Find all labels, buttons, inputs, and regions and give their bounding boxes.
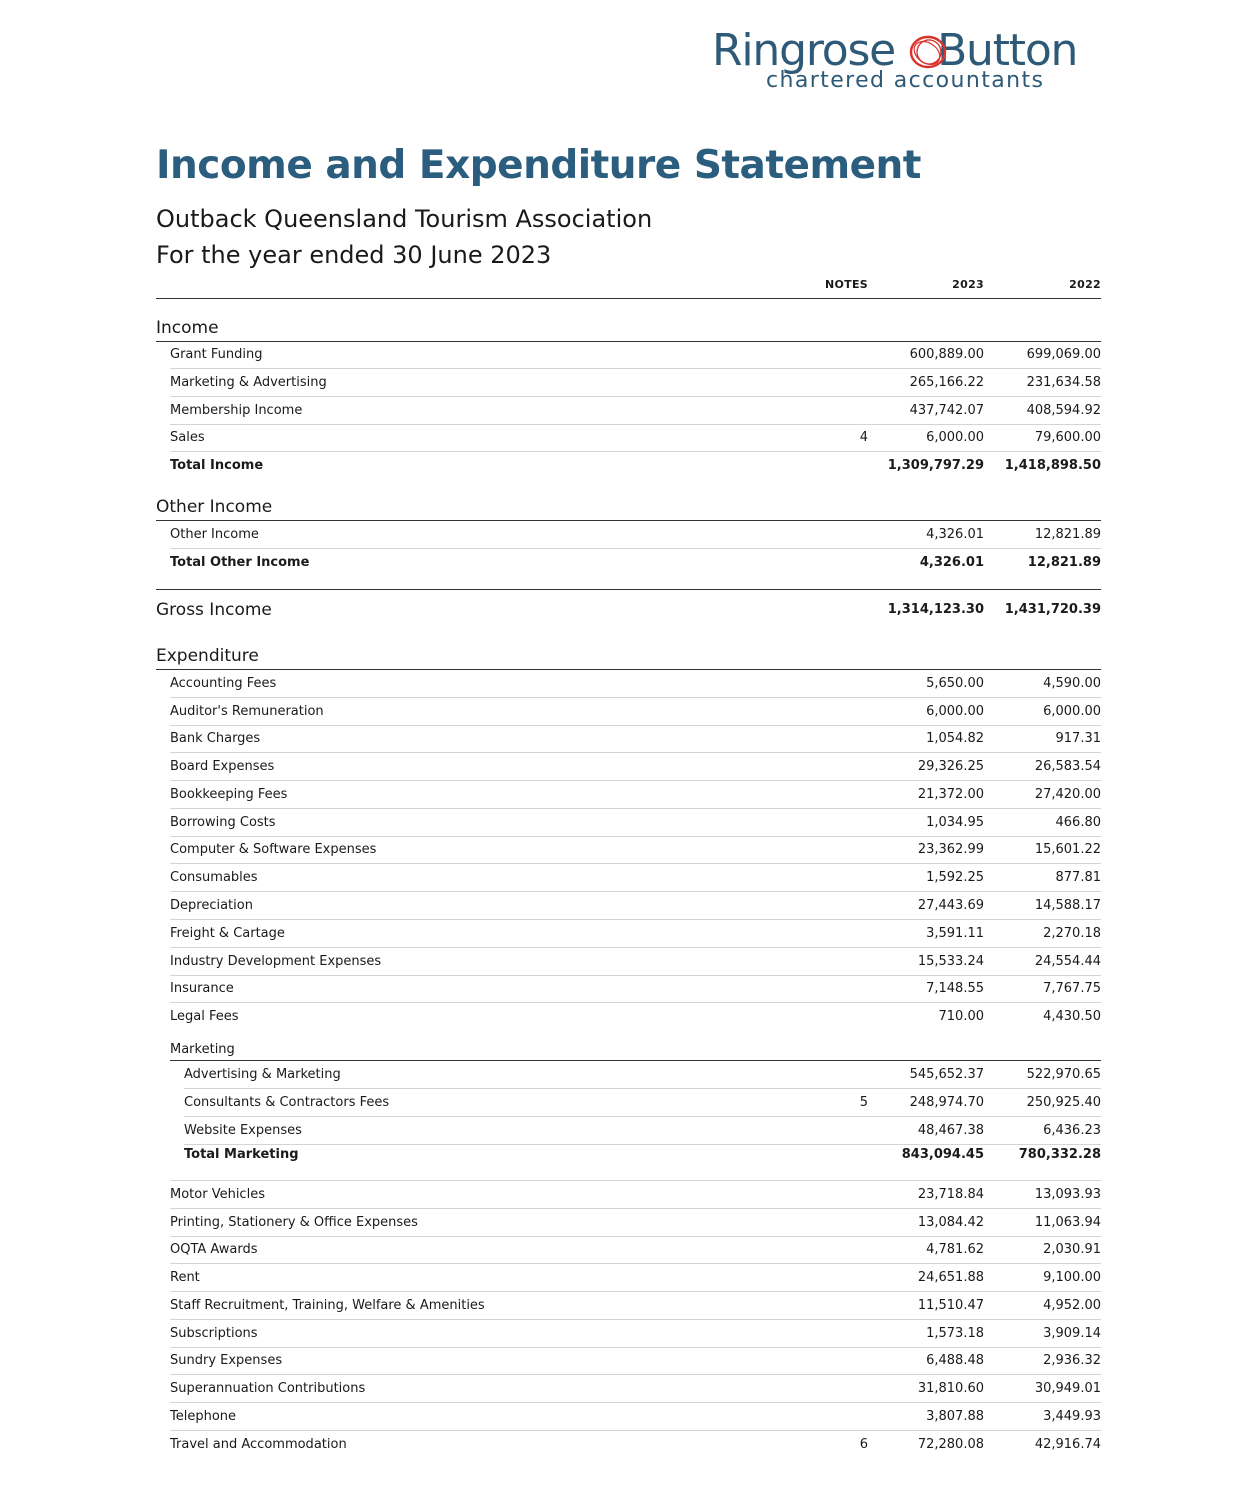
row-value-2022: 3,449.93 [1043, 1409, 1101, 1424]
row-value-2022: 4,430.50 [1043, 1009, 1101, 1024]
total-value-2023: 4,326.01 [919, 555, 984, 570]
table-row [170, 369, 1101, 397]
table-row [170, 781, 1101, 809]
row-label: Legal Fees [170, 1009, 239, 1024]
row-value-2022: 12,821.89 [1034, 527, 1101, 542]
table-row [170, 424, 1101, 452]
row-value-2022: 15,601.22 [1034, 842, 1101, 857]
row-value-2023: 6,000.00 [926, 704, 984, 719]
row-value-2022: 14,588.17 [1034, 898, 1101, 913]
row-note: 6 [859, 1437, 868, 1452]
row-value-2022: 42,916.74 [1034, 1437, 1101, 1452]
gross-income-2022: 1,431,720.39 [1004, 602, 1101, 617]
subsection-title-marketing: Marketing [170, 1041, 1101, 1061]
gross-income-label: Gross Income [156, 600, 272, 620]
table-row [170, 670, 1101, 698]
total-value-2023: 1,309,797.29 [887, 458, 984, 473]
row-value-2023: 1,054.82 [926, 731, 984, 746]
row-value-2022: 11,063.94 [1034, 1215, 1101, 1230]
logo-left-word: Ringrose [712, 25, 896, 76]
table-row [170, 1375, 1101, 1403]
row-value-2023: 13,084.42 [917, 1215, 984, 1230]
row-label: Board Expenses [170, 759, 275, 774]
total-row-other-income [170, 549, 1101, 577]
row-label: Telephone [170, 1409, 237, 1424]
row-value-2022: 2,936.32 [1043, 1353, 1101, 1368]
header-divider [156, 298, 1101, 299]
row-value-2022: 6,000.00 [1043, 704, 1101, 719]
row-value-2022: 699,069.00 [1026, 347, 1101, 362]
row-value-2022: 26,583.54 [1034, 759, 1101, 774]
row-value-2022: 231,634.58 [1026, 375, 1101, 390]
row-value-2022: 2,030.91 [1043, 1242, 1101, 1257]
column-header-notes: NOTES [825, 278, 868, 291]
row-label: Marketing & Advertising [170, 375, 327, 390]
row-label: Computer & Software Expenses [170, 842, 377, 857]
row-value-2023: 48,467.38 [917, 1123, 984, 1138]
row-label: Travel and Accommodation [170, 1437, 347, 1452]
row-value-2023: 15,533.24 [917, 954, 984, 969]
logo-ring-icon [908, 32, 948, 72]
logo-tagline: chartered accountants [766, 68, 1045, 93]
row-note: 4 [859, 430, 868, 445]
row-label: Staff Recruitment, Training, Welfare & Amenities [170, 1298, 485, 1313]
row-value-2022: 408,594.92 [1026, 403, 1101, 418]
row-label: Superannuation Contributions [170, 1381, 366, 1396]
row-value-2022: 4,952.00 [1043, 1298, 1101, 1313]
row-label: Other Income [170, 527, 259, 542]
table-row [170, 725, 1101, 753]
row-value-2023: 6,488.48 [926, 1353, 984, 1368]
row-value-2023: 6,000.00 [926, 430, 984, 445]
gross-income-row [156, 596, 1101, 624]
row-value-2022: 27,420.00 [1034, 787, 1101, 802]
row-value-2023: 11,510.47 [917, 1298, 984, 1313]
row-value-2022: 9,100.00 [1043, 1270, 1101, 1285]
table-row [170, 1347, 1101, 1375]
table-row [170, 1003, 1101, 1031]
row-value-2022: 2,270.18 [1043, 926, 1101, 941]
row-label: Rent [170, 1270, 200, 1285]
table-row [170, 1292, 1101, 1320]
row-label: Bank Charges [170, 731, 261, 746]
row-value-2022: 4,590.00 [1043, 676, 1101, 691]
row-value-2023: 3,591.11 [926, 926, 984, 941]
row-value-2023: 23,362.99 [917, 842, 984, 857]
row-value-2022: 466.80 [1055, 815, 1101, 830]
table-row [170, 948, 1101, 976]
row-value-2022: 522,970.65 [1026, 1067, 1101, 1082]
row-label: Advertising & Marketing [184, 1067, 341, 1082]
row-value-2022: 3,909.14 [1043, 1326, 1101, 1341]
row-label: Sundry Expenses [170, 1353, 283, 1368]
total-value-2022: 780,332.28 [1018, 1147, 1101, 1162]
table-row [170, 975, 1101, 1003]
row-value-2023: 4,781.62 [926, 1242, 984, 1257]
row-value-2023: 545,652.37 [909, 1067, 984, 1082]
table-row [170, 1431, 1101, 1459]
row-value-2023: 437,742.07 [909, 403, 984, 418]
column-header-2022: 2022 [1069, 278, 1101, 291]
total-label: Total Other Income [170, 555, 310, 570]
total-value-2023: 843,094.45 [901, 1147, 984, 1162]
row-value-2022: 917.31 [1055, 731, 1101, 746]
section-title-income: Income [156, 316, 1101, 342]
table-row [170, 1403, 1101, 1431]
row-label: Depreciation [170, 898, 253, 913]
row-value-2023: 3,807.88 [926, 1409, 984, 1424]
row-value-2022: 13,093.93 [1034, 1187, 1101, 1202]
total-label: Total Marketing [184, 1147, 299, 1162]
organisation-name: Outback Queensland Tourism Association [156, 205, 653, 233]
row-label: Grant Funding [170, 347, 263, 362]
row-value-2023: 29,326.25 [917, 759, 984, 774]
column-header-2023: 2023 [952, 278, 984, 291]
row-value-2023: 7,148.55 [926, 981, 984, 996]
total-value-2022: 1,418,898.50 [1004, 458, 1101, 473]
row-value-2022: 24,554.44 [1034, 954, 1101, 969]
gross-income-2023: 1,314,123.30 [887, 602, 984, 617]
row-value-2023: 31,810.60 [917, 1381, 984, 1396]
row-label: Borrowing Costs [170, 815, 276, 830]
row-value-2022: 79,600.00 [1034, 430, 1101, 445]
gross-income-divider [156, 589, 1101, 590]
row-value-2023: 21,372.00 [917, 787, 984, 802]
logo-right-word: Button [937, 25, 1078, 76]
total-label: Total Income [170, 458, 264, 473]
row-value-2023: 72,280.08 [917, 1437, 984, 1452]
row-label: Auditor's Remuneration [170, 704, 324, 719]
table-row [170, 1320, 1101, 1348]
table-row [170, 521, 1101, 549]
row-value-2023: 710.00 [938, 1009, 984, 1024]
row-label: Consultants & Contractors Fees [184, 1095, 390, 1110]
row-label: Website Expenses [184, 1123, 302, 1138]
row-label: Insurance [170, 981, 234, 996]
row-value-2022: 250,925.40 [1026, 1095, 1101, 1110]
table-row [170, 809, 1101, 837]
row-value-2023: 1,034.95 [926, 815, 984, 830]
table-row [184, 1061, 1101, 1089]
table-row [170, 753, 1101, 781]
row-value-2023: 600,889.00 [909, 347, 984, 362]
row-value-2023: 24,651.88 [917, 1270, 984, 1285]
table-row [170, 836, 1101, 864]
section-title-expenditure: Expenditure [156, 644, 1101, 670]
total-value-2022: 12,821.89 [1027, 555, 1101, 570]
row-note: 5 [859, 1095, 868, 1110]
row-label: Accounting Fees [170, 676, 277, 691]
row-label: OQTA Awards [170, 1242, 258, 1257]
row-value-2022: 30,949.01 [1034, 1381, 1101, 1396]
row-value-2023: 4,326.01 [926, 527, 984, 542]
row-value-2022: 7,767.75 [1043, 981, 1101, 996]
table-row [170, 1236, 1101, 1264]
table-row [170, 1264, 1101, 1292]
table-row [170, 864, 1101, 892]
row-label: Subscriptions [170, 1326, 258, 1341]
row-label: Bookkeeping Fees [170, 787, 288, 802]
row-label: Industry Development Expenses [170, 954, 382, 969]
row-label: Sales [170, 430, 205, 445]
table-row [170, 892, 1101, 920]
row-label: Freight & Cartage [170, 926, 285, 941]
row-label: Consumables [170, 870, 258, 885]
page-title: Income and Expenditure Statement [156, 143, 921, 188]
table-row [170, 1181, 1101, 1209]
row-value-2023: 23,718.84 [917, 1187, 984, 1202]
table-row [170, 341, 1101, 369]
section-title-other-income: Other Income [156, 495, 1101, 521]
row-value-2023: 248,974.70 [909, 1095, 984, 1110]
row-value-2022: 877.81 [1055, 870, 1101, 885]
row-value-2023: 265,166.22 [909, 375, 984, 390]
row-label: Membership Income [170, 403, 303, 418]
table-row [170, 920, 1101, 948]
row-label: Printing, Stationery & Office Expenses [170, 1215, 418, 1230]
row-value-2023: 1,573.18 [926, 1326, 984, 1341]
table-row [170, 1209, 1101, 1237]
total-row-marketing [184, 1141, 1101, 1169]
reporting-period: For the year ended 30 June 2023 [156, 241, 552, 269]
row-label: Motor Vehicles [170, 1187, 265, 1202]
row-value-2022: 6,436.23 [1043, 1123, 1101, 1138]
total-row-income [170, 452, 1101, 480]
table-row [170, 397, 1101, 425]
row-value-2023: 27,443.69 [917, 898, 984, 913]
row-value-2023: 5,650.00 [926, 676, 984, 691]
ringrose-button-logo [712, 26, 1100, 96]
table-row [184, 1089, 1101, 1117]
row-value-2023: 1,592.25 [926, 870, 984, 885]
table-row [170, 698, 1101, 726]
